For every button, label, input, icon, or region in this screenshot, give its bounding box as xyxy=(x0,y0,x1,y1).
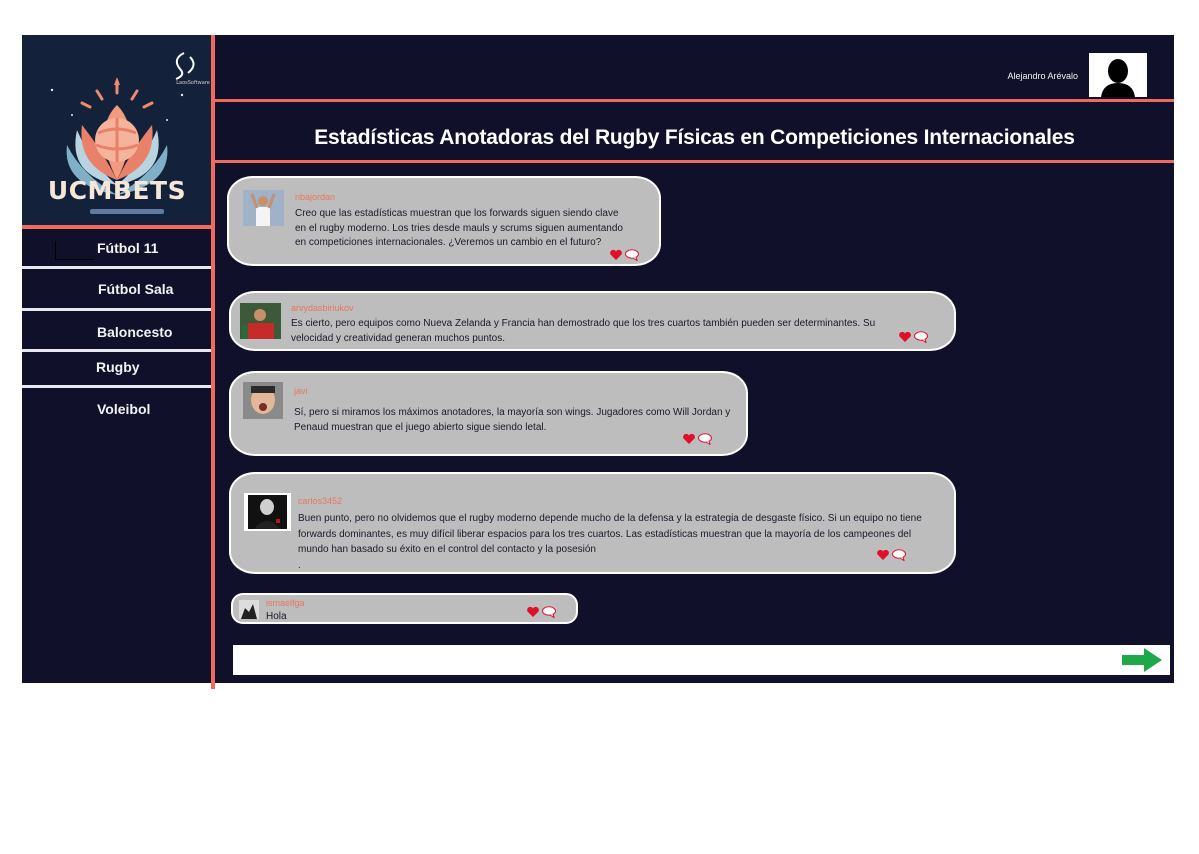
sidebar-item-futbol-sala[interactable] xyxy=(22,271,212,307)
comment-text: Sí, pero si miramos los máximos anotadores, la mayoría son wings. Jugadores como Will Jordan y Penaud muestran que el juego abierto sigue siendo letal. xyxy=(294,407,731,433)
comment-card xyxy=(229,291,956,351)
divider xyxy=(22,266,212,269)
user-avatar-photo[interactable] xyxy=(240,303,281,339)
user-avatar-photo[interactable] xyxy=(244,493,291,531)
brand-logo[interactable] xyxy=(22,35,212,225)
app-window xyxy=(22,35,1174,683)
svg-text:LaosSoftware: LaosSoftware xyxy=(176,80,210,86)
comment-card xyxy=(231,593,578,624)
ls-studio-logo-icon xyxy=(176,53,194,79)
comment-reactions xyxy=(609,249,641,261)
sidebar xyxy=(22,35,212,683)
user-avatar-photo[interactable] xyxy=(243,190,284,226)
sidebar-item-label: Baloncesto xyxy=(97,324,173,340)
heart-icon[interactable] xyxy=(526,606,540,618)
heart-icon[interactable] xyxy=(898,331,912,343)
avatar[interactable] xyxy=(1089,53,1147,97)
heart-icon[interactable] xyxy=(876,549,890,561)
speech-bubble-icon[interactable] xyxy=(624,249,640,261)
comment-text: Hola xyxy=(266,611,287,622)
heart-icon[interactable] xyxy=(682,433,696,445)
header xyxy=(215,35,1174,99)
comment-card xyxy=(229,472,956,574)
comment-card xyxy=(227,176,661,266)
speech-bubble-icon[interactable] xyxy=(697,433,713,445)
send-arrow-icon[interactable] xyxy=(1122,648,1162,672)
heart-icon[interactable] xyxy=(609,249,623,261)
user-avatar-icon xyxy=(1089,53,1147,97)
speech-bubble-icon[interactable] xyxy=(541,606,557,618)
speech-bubble-icon[interactable] xyxy=(913,331,929,343)
comment-username[interactable]: arvydasbiriukov xyxy=(291,303,354,313)
comment-text-extra: . xyxy=(298,559,301,571)
sidebar-item-baloncesto[interactable] xyxy=(22,314,212,350)
comment-reactions xyxy=(526,606,558,618)
divider xyxy=(22,308,212,311)
sidebar-item-voleibol[interactable] xyxy=(22,391,212,427)
brand-name: UCMBETS xyxy=(47,176,187,205)
sidebar-item-label: Voleibol xyxy=(97,401,151,417)
comment-username[interactable]: javi xyxy=(294,386,308,396)
comment-username[interactable]: carlos3452 xyxy=(298,496,343,506)
sidebar-item-label: Rugby xyxy=(96,359,140,375)
comment-username[interactable]: nbajordan xyxy=(295,192,336,202)
header-divider xyxy=(215,99,1174,102)
message-input[interactable] xyxy=(233,645,1170,675)
divider xyxy=(22,225,212,229)
user-avatar-photo[interactable] xyxy=(243,382,283,419)
comment-text: Buen punto, pero no olvidemos que el rugby moderno depende mucho de la defensa y la estrategia de desgaste físico. Si un equipo no tiene forwards dominantes, es muy difícil liberar espacios para los tres cuartos. Las estadísticas muestran que la mayoría de los campeones del mundo han basado su éxito en el control del contacto y la posesión . xyxy=(298,513,922,571)
speech-bubble-icon[interactable] xyxy=(891,549,907,561)
comment-username[interactable]: ismaelfga xyxy=(266,598,305,608)
divider xyxy=(22,385,212,388)
sidebar-item-label: Fútbol 11 xyxy=(97,240,159,256)
sidebar-item-futbol-11[interactable] xyxy=(22,230,212,266)
comment-text: Es cierto, pero equipos como Nueva Zelanda y Francia han demostrado que los tres cuartos también pueden ser determinantes. Su velocidad y creatividad generan muchos puntos. xyxy=(291,318,876,344)
title-divider xyxy=(215,160,1174,163)
user-avatar-photo[interactable] xyxy=(239,600,259,619)
page-title: Estadísticas Anotadoras del Rugby Físicas en Competiciones Internacionales xyxy=(314,126,1075,149)
selection-mark xyxy=(55,241,94,260)
comment-text: Creo que las estadísticas muestran que los forwards siguen siendo clave en el rugby moderno. Los tries desde mauls y scrums siguen aumentando en competiciones internacionales. ¿Veremos un cambio en el futuro? xyxy=(295,208,623,248)
sidebar-item-rugby[interactable] xyxy=(22,349,212,385)
comment-reactions xyxy=(876,549,908,561)
comment-card xyxy=(229,371,748,456)
comment-reactions xyxy=(682,433,714,445)
comment-reactions xyxy=(898,331,930,343)
sidebar-item-label: Fútbol Sala xyxy=(98,281,174,297)
user-name[interactable]: Alejandro Arévalo xyxy=(1007,71,1078,81)
